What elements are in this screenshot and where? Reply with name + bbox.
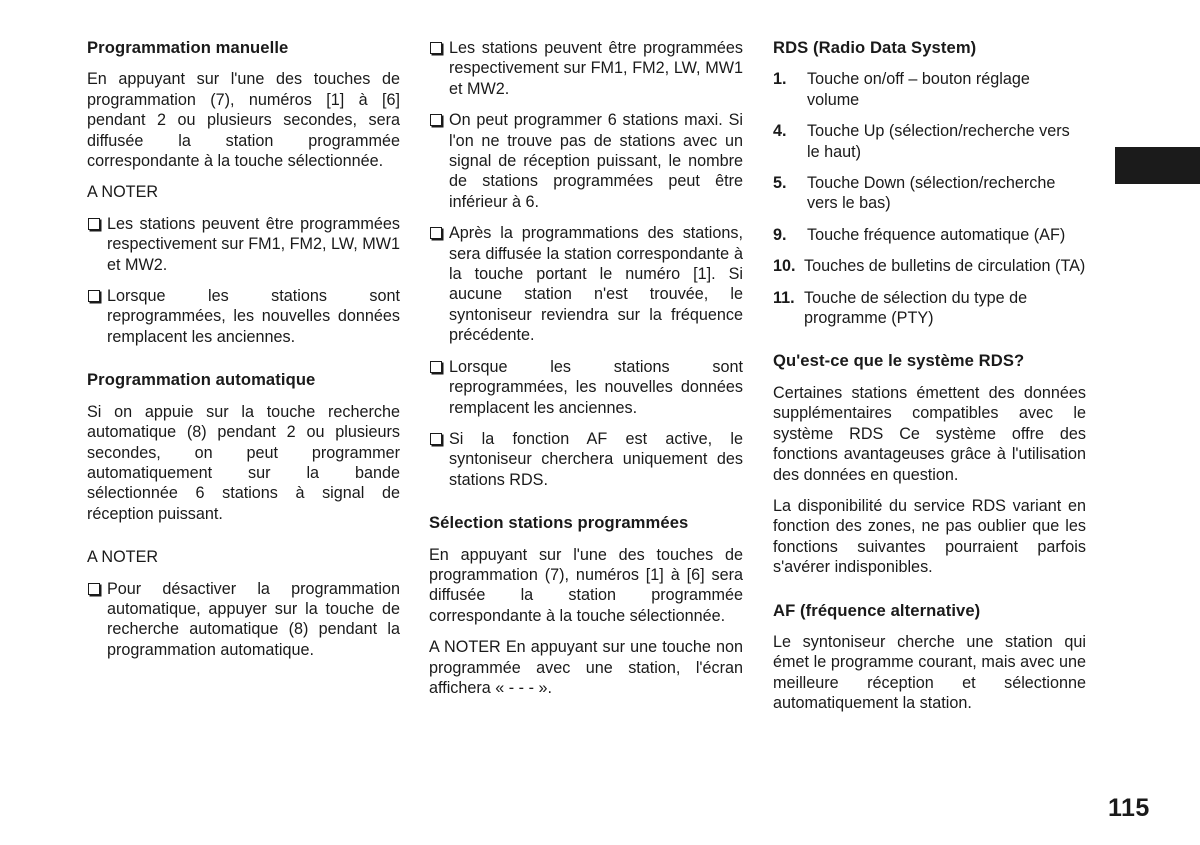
item-text: Touche on/off – bouton réglage volume xyxy=(807,70,1030,109)
what-is-rds-heading: Qu'est-ce que le système RDS? xyxy=(773,351,1025,371)
checkbox-bullet-icon xyxy=(88,218,100,230)
item-text: Touche Up (sélection/recherche vers le haut) xyxy=(807,122,1070,161)
bullet-text: Si la fonction AF est active, le syntoniseur cherchera uniquement des stations RDS. xyxy=(449,429,743,489)
checkbox-bullet-icon xyxy=(430,433,442,445)
rds-availability-text: La disponibilité du service RDS variant en fonction des zones, ne pas oublier que les fonctions suivantes pourraient parfois s'avérer indisponibles. xyxy=(773,496,1086,577)
bullet-text: Les stations peuvent être programmées respectivement sur FM1, FM2, LW, MW1 et MW2. xyxy=(449,39,743,98)
bullet-item xyxy=(429,38,743,99)
auto-programming-heading: Programmation automatique xyxy=(87,370,316,390)
manual-programming-text: En appuyant sur l'une des touches de programmation (7), numéros [1] à [6] pendant 2 ou plusieurs secondes, sera diffusée la station programmée correspondante à la touche sélectionnée. xyxy=(87,70,400,171)
control-list-item xyxy=(773,69,1086,110)
preset-selection-note: A NOTER En appuyant sur une touche non programmée avec une station, l'écran affichera « - - - ». xyxy=(429,638,743,697)
item-number: 5. xyxy=(773,174,787,193)
bullet-text: On peut programmer 6 stations maxi. Si l'on ne trouve pas de stations avec un signal de réception puissant, le nombre de stations programmées peut être inférieur à 6. xyxy=(449,111,743,211)
bullet-item xyxy=(429,357,743,418)
checkbox-bullet-icon xyxy=(88,290,100,302)
item-text: Touches de bulletins de circulation (TA) xyxy=(804,257,1086,276)
bullet-item xyxy=(429,223,743,345)
af-text: Le syntoniseur cherche une station qui émet le programme courant, mais avec une meilleure réception et sélectionne automatiquement la station. xyxy=(773,632,1086,713)
manual-programming-heading: Programmation manuelle xyxy=(87,38,289,57)
bullet-item xyxy=(429,110,743,212)
what-is-rds-text: Certaines stations émettent des données supplémentaires compatibles avec le système RDS Ce système offre des fonctions avantageuses grâce à l'utilisation des données en question. xyxy=(773,383,1086,484)
checkbox-bullet-icon xyxy=(88,583,100,595)
column-right xyxy=(773,38,1086,725)
item-text: Touche de sélection du type de programme (PTY) xyxy=(804,288,1028,328)
bullet-text: Lorsque les stations sont reprogrammées, les nouvelles données remplacent les anciennes. xyxy=(107,287,400,346)
note-label: A NOTER xyxy=(87,548,159,567)
item-text: Touche fréquence automatique (AF) xyxy=(807,225,1066,244)
checkbox-bullet-icon xyxy=(430,361,442,373)
item-number: 11. xyxy=(773,288,795,307)
preset-selection-heading: Sélection stations programmées xyxy=(429,513,689,533)
column-middle xyxy=(429,38,743,709)
note-label: A NOTER xyxy=(87,183,159,202)
preset-selection-text: En appuyant sur l'une des touches de programmation (7), numéros [1] à [6] sera diffusée la station programmée correspondante à la touche sélectionnée. xyxy=(429,545,743,625)
af-heading: AF (fréquence alternative) xyxy=(773,600,981,620)
bullet-item xyxy=(87,286,400,347)
control-list-item xyxy=(773,256,1086,276)
control-list-item xyxy=(773,288,1086,329)
bullet-text: Pour désactiver la programmation automatique, appuyer sur la touche de recherche automatique (8) pendant la programmation automatique. xyxy=(107,579,400,659)
bullet-text: Lorsque les stations sont reprogrammées, les nouvelles données remplacent les anciennes. xyxy=(449,357,743,417)
checkbox-bullet-icon xyxy=(430,227,442,239)
item-number: 4. xyxy=(773,122,787,141)
item-number: 10. xyxy=(773,257,796,276)
checkbox-bullet-icon xyxy=(430,114,442,126)
item-number: 9. xyxy=(773,225,787,244)
bullet-item xyxy=(87,214,400,275)
control-list-item xyxy=(773,121,1086,162)
auto-programming-text: Si on appuie sur la touche recherche automatique (8) pendant 2 ou plusieurs secondes, on peut programmer automatiquement sur la bande sélectionnée 6 stations à signal de réception puissant. xyxy=(87,402,400,523)
column-left xyxy=(87,38,400,671)
item-text: Touche Down (sélection/recherche vers le bas) xyxy=(807,174,1056,213)
chapter-thumb-tab xyxy=(1115,147,1200,184)
checkbox-bullet-icon xyxy=(430,42,442,54)
bullet-item xyxy=(87,579,400,661)
rds-heading: RDS (Radio Data System) xyxy=(773,38,977,57)
item-number: 1. xyxy=(773,70,787,89)
bullet-text: Après la programmations des stations, sera diffusée la station correspondante à la touche portant le numéro [1]. Si aucune station n'est trouvée, le syntoniseur reviendra sur la fréquence précédente. xyxy=(449,224,743,345)
bullet-item xyxy=(429,429,743,490)
bullet-text: Les stations peuvent être programmées respectivement sur FM1, FM2, LW, MW1 et MW2. xyxy=(107,214,400,274)
page-number: 115 xyxy=(1108,794,1150,822)
control-list-item xyxy=(773,225,1086,245)
control-list-item xyxy=(773,173,1086,214)
